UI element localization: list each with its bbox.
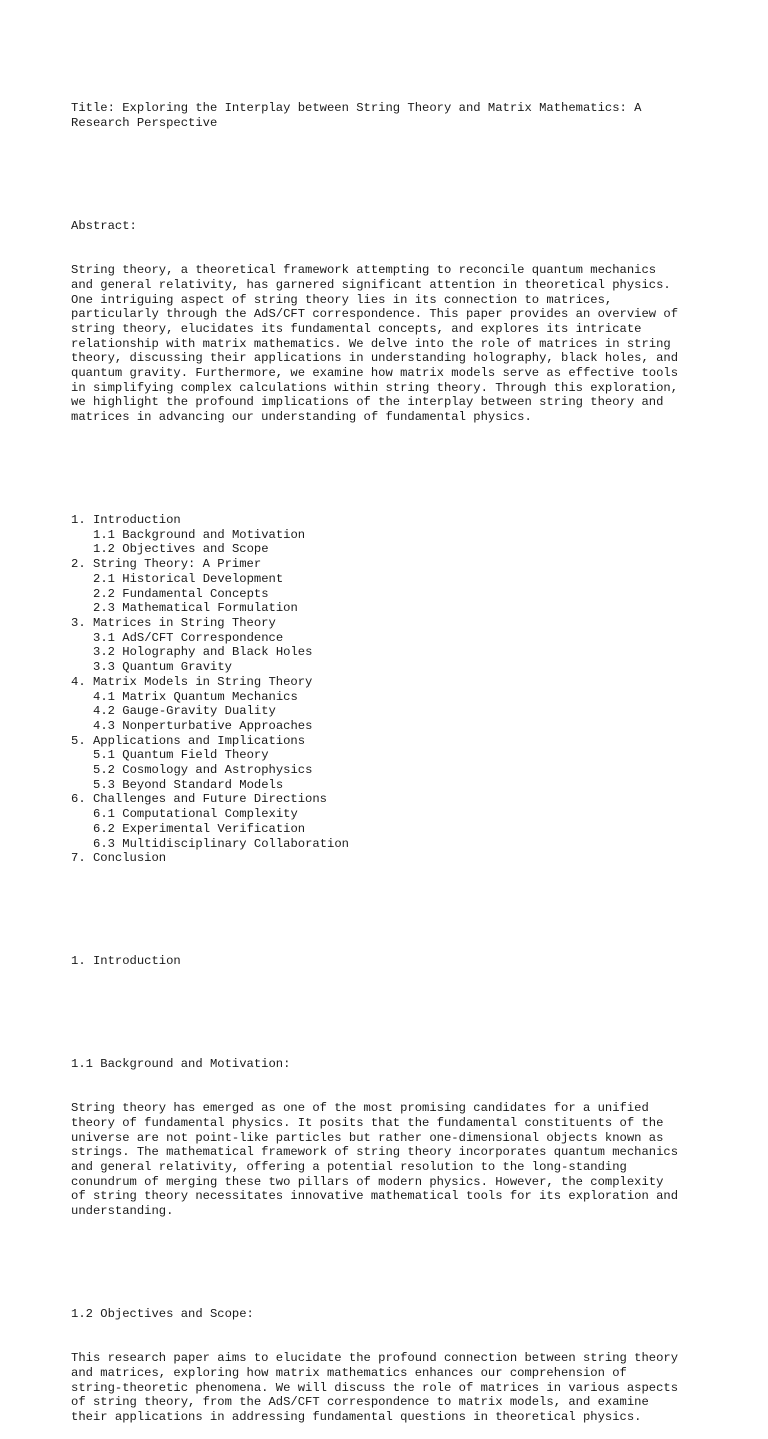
toc-item: 5. Applications and Implications xyxy=(71,733,306,748)
toc-subitem: 1.1 Background and Motivation xyxy=(93,527,306,542)
section-heading-introduction: 1. Introduction xyxy=(71,954,181,969)
toc-item: 3. Matrices in String Theory xyxy=(71,615,276,630)
subsection-text-objectives: This research paper aims to elucidate the profound connection between string theory and matrices, exploring how matrix mathematics enhances our comprehension of string-theoretic phenomena. We will discuss the role of matrices in various aspects of string theory, from the AdS/CFT correspondence to matrix models, and examine their applications in addressing fundamental questions in theoretical physics. xyxy=(71,1351,679,1424)
toc-subitem: 1.2 Objectives and Scope xyxy=(93,542,269,557)
toc-subitem: 4.2 Gauge-Gravity Duality xyxy=(93,704,276,719)
subsection-heading-background: 1.1 Background and Motivation: xyxy=(71,1057,291,1072)
toc-item: 1. Introduction xyxy=(71,513,181,528)
toc-subitem: 3.1 AdS/CFT Correspondence xyxy=(93,630,284,645)
toc-item: 6. Challenges and Future Directions xyxy=(71,792,327,807)
spacer xyxy=(71,1248,731,1263)
toc-subitem: 6.1 Computational Complexity xyxy=(93,807,298,822)
subsection-heading-objectives: 1.2 Objectives and Scope: xyxy=(71,1306,254,1321)
toc-item: 4. Matrix Models in String Theory xyxy=(71,674,313,689)
abstract-text: String theory, a theoretical framework attempting to reconcile quantum mechanics and general relativity, has garnered significant attention in theoretical physics. One intriguing aspect of string theory lies in its connection to matrices, particularly through the AdS/CFT correspondence. This paper provides an overview of string theory, elucidates its fundamental concepts, and explores its intricate relationship with matrix mathematics. We delve into the role of matrices in string theory, discussing their applications in understanding holography, black holes, and quantum gravity. Furthermore, we examine how matrix models serve as effective tools in simplifying complex calculations within string theory. Through this exploration, we highlight the profound implications of the interplay between string theory and matrices in advancing our understanding of fundamental physics. xyxy=(71,263,679,425)
toc-subitem: 5.1 Quantum Field Theory xyxy=(93,748,269,763)
toc-subitem: 4.3 Nonperturbative Approaches xyxy=(93,718,313,733)
toc-subitem: 2.2 Fundamental Concepts xyxy=(93,586,269,601)
toc-subitem: 4.1 Matrix Quantum Mechanics xyxy=(93,689,298,704)
abstract-heading: Abstract: xyxy=(71,219,137,234)
toc-subitem: 2.1 Historical Development xyxy=(93,571,284,586)
toc-subitem: 2.3 Mathematical Formulation xyxy=(93,601,298,616)
toc-item: 7. Conclusion xyxy=(71,851,167,866)
toc-subitem: 3.2 Holography and Black Holes xyxy=(93,645,313,660)
subsection-text-background: String theory has emerged as one of the most promising candidates for a unified theory of fundamental physics. It posits that the fundamental constituents of the universe are not point-like particles but rather one-dimensional objects known as strings. The mathematical framework of string theory incorporates quantum mechanics and general relativity, offering a potential resolution to the long-standing conundrum of merging these two pillars of modern physics. However, the complexity of string theory necessitates innovative mathematical tools for its exploration and understanding. xyxy=(71,1101,679,1219)
toc-item: 2. String Theory: A Primer xyxy=(71,557,262,572)
document-page xyxy=(71,72,731,1439)
toc-subitem: 6.2 Experimental Verification xyxy=(93,821,306,836)
spacer xyxy=(71,454,731,469)
toc-subitem: 6.3 Multidisciplinary Collaboration xyxy=(93,836,349,851)
spacer xyxy=(71,160,731,175)
toc-subitem: 5.3 Beyond Standard Models xyxy=(93,777,284,792)
document-title: Title: Exploring the Interplay between String Theory and Matrix Mathematics: A Research Perspective xyxy=(71,101,642,131)
spacer xyxy=(71,998,731,1013)
toc-subitem: 5.2 Cosmology and Astrophysics xyxy=(93,763,313,778)
spacer xyxy=(71,895,731,910)
table-of-contents xyxy=(71,513,731,866)
toc-subitem: 3.3 Quantum Gravity xyxy=(93,660,232,675)
